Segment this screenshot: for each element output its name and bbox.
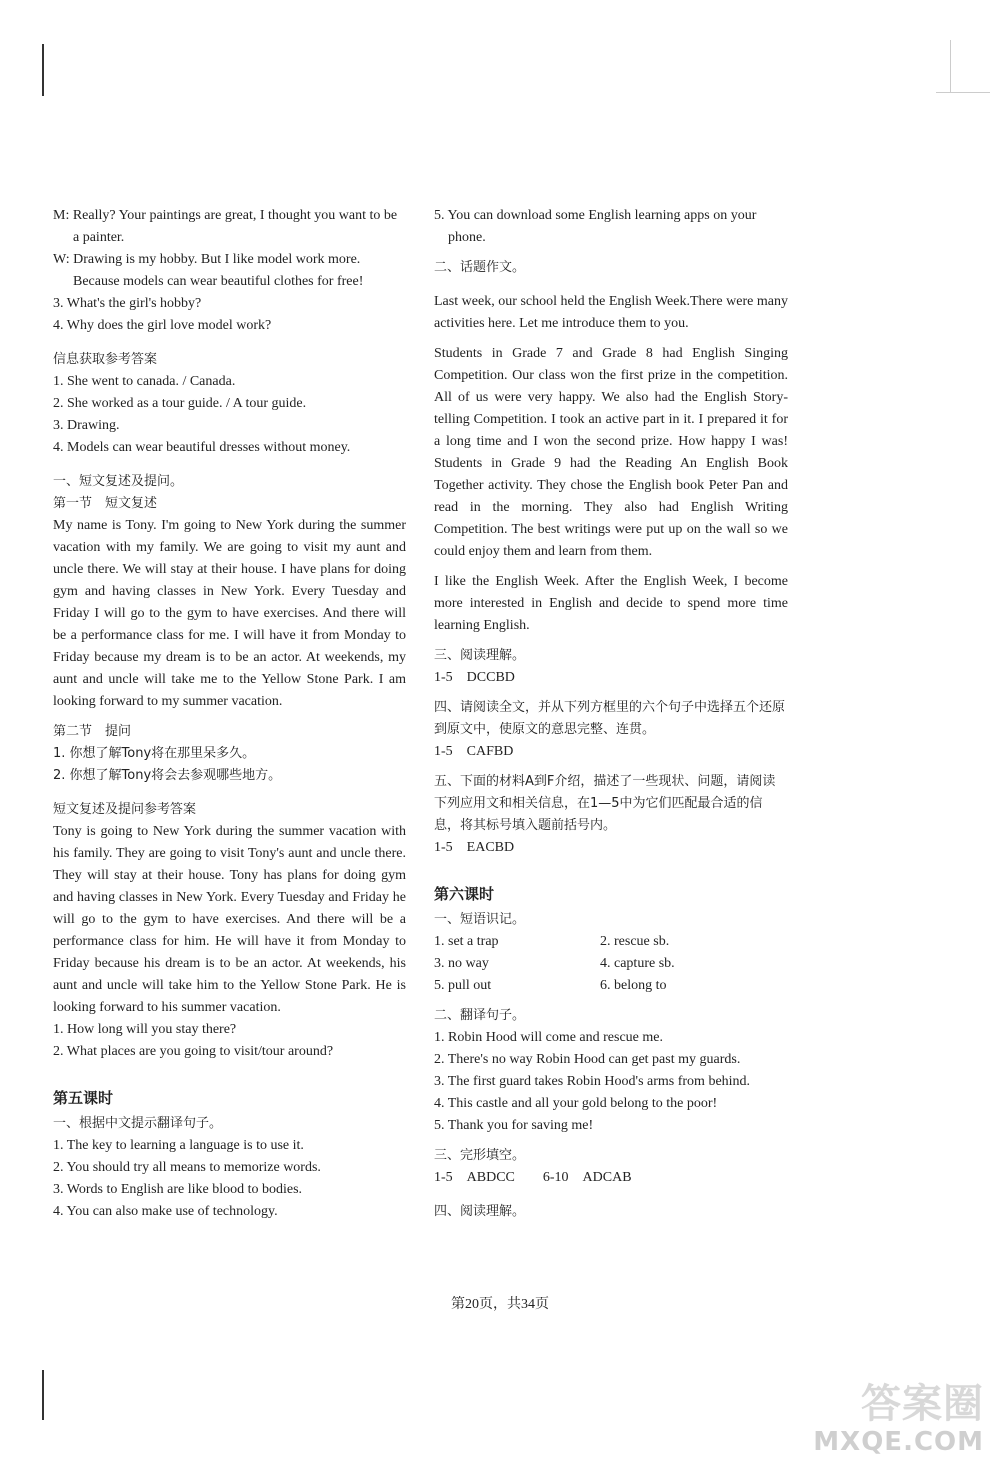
reading-title: 三、阅读理解。 [434,648,526,663]
section-4-answer: 1-5 CAFBD [434,744,514,759]
phrases-grid [434,931,788,997]
info-answer: 4. Models can wear beautiful dresses without money. [53,440,351,455]
phrase-item: 1. set a trap [434,934,499,949]
question-answer: 1. How long will you stay there? [53,1022,237,1037]
section-1-title: 一、短文复述及提问。 [53,474,184,489]
info-answer: 3. Drawing. [53,418,120,433]
question-answer: 2. What places are you going to visit/tour around? [53,1044,334,1059]
section-4-title: 四、请阅读全文，并从下列方框里的六个句子中选择五个还原到原文中，使原文的意思完整、连贯。 [434,700,786,737]
dialogue-question: 3. What's the girl's hobby? [53,296,202,311]
dialogue-line: M: Really? Your paintings are great, I thought you want to be a painter. [53,208,398,245]
watermark-line-1: 答案圈 [861,1381,984,1427]
question-item: 1. 你想了解Tony将在那里呆多久。 [53,746,256,761]
phrase-item: 3. no way [434,956,489,971]
section-5-answer: 1-5 EACBD [434,840,515,855]
crop-mark-top-right-v [950,40,951,92]
phrase-item: 4. capture sb. [600,956,675,971]
lesson-5-section-title: 一、根据中文提示翻译句子。 [53,1116,223,1131]
essay-paragraph-3: I like the English Week. After the English Week, I become more interested in English and decide to spend more time learning English. [434,574,788,633]
info-answers-title: 信息获取参考答案 [53,352,158,367]
topic-title: 二、话题作文。 [434,260,526,275]
cloze-title: 三、完形填空。 [434,1148,526,1163]
translate-item: 4. This castle and all your gold belong to the poor! [434,1096,718,1111]
reading-2-title: 四、阅读理解。 [434,1204,526,1219]
left-column [53,205,406,1223]
lesson-5-item: 5. You can download some English learning apps on your phone. [434,208,757,245]
watermark-logo [813,1381,984,1457]
part-2-title: 第二节 提问 [53,724,132,739]
lesson-5-title: 第五课时 [53,1089,114,1107]
retell-answer-text: Tony is going to New York during the summer vacation with his family. They are going to visit Tony's aunt and uncle there. They will stay at their house. Tony has plans for doing gym and having classes in New York. Every Tuesday and Friday he will go to the gym to have exercises. And there will be a performance class for him. He will have it from Monday to Friday because his dream is to be an actor. At weekends, his aunt and uncle will take him to the Yellow Stone Park. He is looking forward to his summer vacation. [53,824,406,1015]
cloze-answer: 1-5 ABDCC 6-10 ADCAB [434,1170,632,1185]
crop-mark-top-right-h [936,92,990,93]
essay-paragraph-1: Last week, our school held the English Week.There were many activities here. Let me introduce them to you. [434,294,788,331]
crop-mark-top-left [42,44,44,96]
translate-item: 1. Robin Hood will come and rescue me. [434,1030,664,1045]
page-number: 第20页，共34页 [451,1297,549,1312]
retell-answers-title: 短文复述及提问参考答案 [53,802,197,817]
translate-title: 二、翻译句子。 [434,1008,526,1023]
question-item: 2. 你想了解Tony将会去参观哪些地方。 [53,768,282,783]
phrases-title: 一、短语识记。 [434,912,526,927]
section-5-title: 五、下面的材料A到F介绍，描述了一些现状、问题，请阅读下列应用文和相关信息，在1—5中为它们匹配最合适的信息，将其标号填入题前括号内。 [434,774,776,833]
part-1-title: 第一节 短文复述 [53,496,158,511]
phrase-item: 2. rescue sb. [600,934,670,949]
essay-paragraph-2: Students in Grade 7 and Grade 8 had English Singing Competition. Our class won the first prize in the competition. All of us were very happy. We also had the English Story-telling Competition. I took an active part in it. I prepared it for a long time and I won the second prize. How happy I was! Students in Grade 9 had the Reading An English Book Together activity. They chose the English book Peter Pan and read in the morning. They also had English Writing Competition. The best writings were put up on the wall so we could enjoy them and learn from them. [434,346,788,559]
lesson-6-title: 第六课时 [434,885,495,903]
watermark-line-2: MXQE.COM [813,1427,984,1457]
crop-mark-bottom-left [42,1370,44,1420]
dialogue-question: 4. Why does the girl love model work? [53,318,272,333]
translate-item: 2. There's no way Robin Hood can get past my guards. [434,1052,741,1067]
lesson-5-item: 4. You can also make use of technology. [53,1204,278,1219]
retell-text: My name is Tony. I'm going to New York during the summer vacation with my family. We are going to visit my aunt and uncle there. We will stay at their house. I have plans for doing gym and having classes in New York. Every Tuesday and Friday I will go to the gym to have exercises. And there will be a performance class for me. I will have it from Monday to Friday because my dream is to be an actor. At weekends, my aunt and uncle will take me to the Yellow Stone Park. I am looking forward to my summer vacation. [53,518,406,709]
info-answer: 1. She went to canada. / Canada. [53,374,236,389]
translate-item: 5. Thank you for saving me! [434,1118,594,1133]
info-answer: 2. She worked as a tour guide. / A tour guide. [53,396,307,411]
dialogue-line: W: Drawing is my hobby. But I like model work more. Because models can wear beautiful clothes for free! [53,252,364,289]
translate-item: 3. The first guard takes Robin Hood's arms from behind. [434,1074,751,1089]
lesson-5-item: 3. Words to English are like blood to bodies. [53,1182,303,1197]
lesson-5-item: 2. You should try all means to memorize words. [53,1160,321,1175]
right-column [434,205,788,1223]
lesson-5-item: 1. The key to learning a language is to use it. [53,1138,304,1153]
reading-answer: 1-5 DCCBD [434,670,515,685]
phrase-item: 5. pull out [434,978,492,993]
phrase-item: 6. belong to [600,978,667,993]
